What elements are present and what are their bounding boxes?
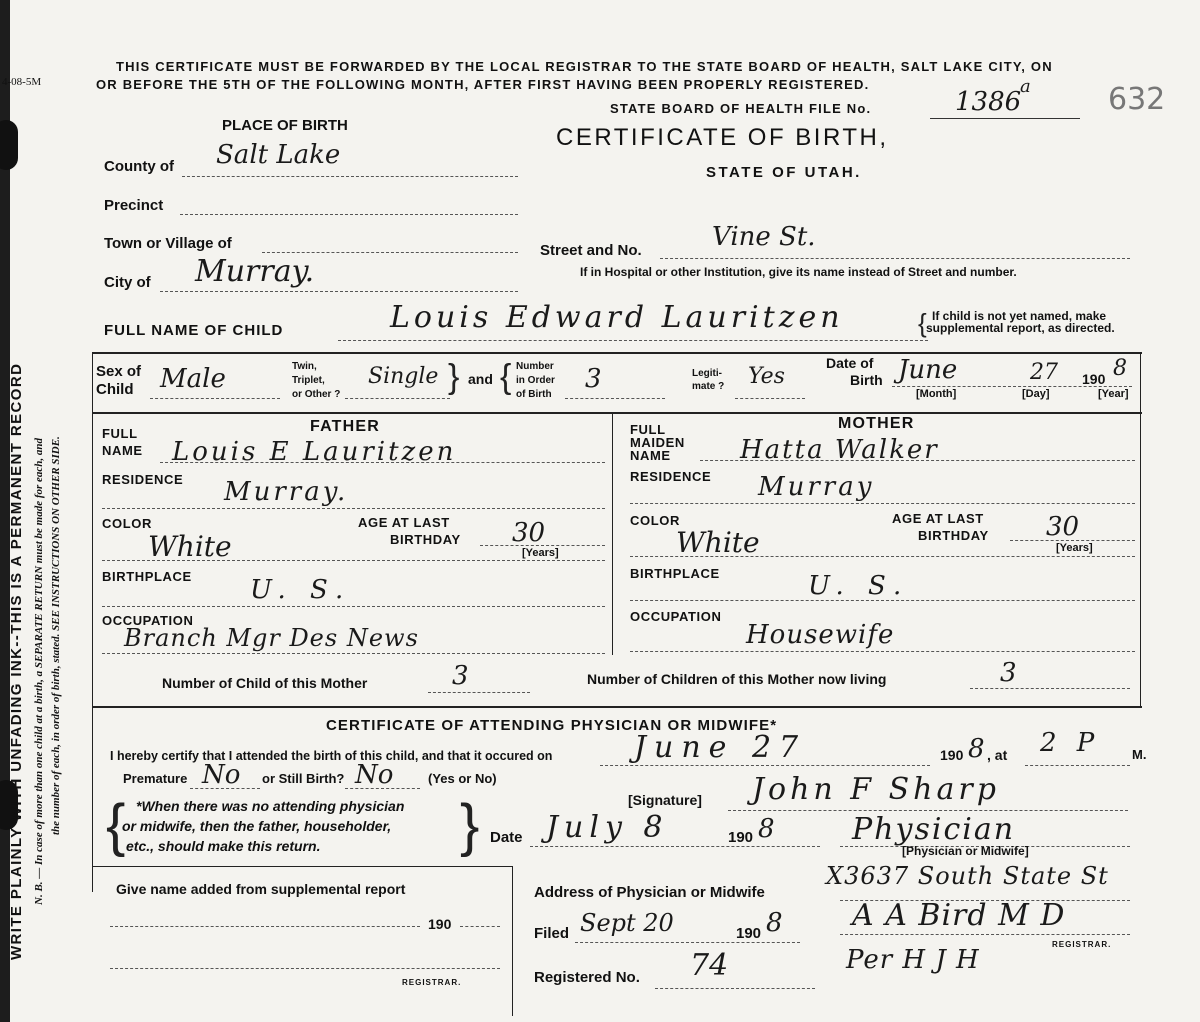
father-name-label-1: FULL [102,426,138,441]
side-note-2: the number of each, in order of birth, stated. SEE INSTRUCTIONS ON OTHER SIDE. [50,436,62,835]
father-name-value: Louis E Lauritzen [172,437,457,467]
side-instruction-main: WRITE PLAINLY WITH UNFADING INK--THIS IS A PERMANENT RECORD [8,362,25,960]
sex-row-bottom-line [92,412,1142,414]
registered-value: 74 [690,948,729,983]
order-label-3: of Birth [516,389,552,400]
living-line [970,688,1130,689]
unnamed-note-1: If child is not yet named, make [932,309,1107,323]
legit-value: Yes [748,364,785,389]
filed-year-suffix: 8 [766,908,783,938]
signature-value: John F Sharp [752,772,1000,807]
physician-heading: CERTIFICATE OF ATTENDING PHYSICIAN OR MIDWIFE* [326,717,778,734]
street-line [660,258,1130,259]
physician-note-1: *When there was no attending physician [136,798,405,814]
sex-label-1: Sex of [96,363,142,380]
premature-value: No [202,760,241,790]
box-left-line [92,352,93,892]
date-label-1: Date of [826,355,874,371]
father-occupation-label: OCCUPATION [102,613,194,628]
mother-years-label: [Years] [1056,542,1093,554]
city-value: Murray. [195,254,315,289]
father-color-line [102,560,605,561]
registered-line [655,988,815,989]
legit-label-2: mate ? [692,381,725,392]
mother-occupation-label: OCCUPATION [630,609,722,624]
order-label-2: in Order [516,375,555,386]
note-brace-right: } [460,793,480,858]
legit-label-1: Legiti- [692,368,722,379]
mother-birthplace-label: BIRTHPLACE [630,566,720,581]
supplemental-year: 190 [428,916,452,932]
day-label: [Day] [1022,388,1050,400]
father-occupation-line [102,653,605,654]
stillbirth-label: or Still Birth? [262,771,345,786]
note-brace-left: { [106,793,126,858]
box-right-line [1140,352,1141,706]
county-line [182,176,518,177]
father-occupation-value: Branch Mgr Des News [124,624,419,652]
mother-residence-value: Murray [758,472,875,502]
birth-month-value: June [898,355,958,385]
living-value: 3 [1000,658,1017,688]
at-label: , at [987,747,1008,763]
twin-value: Single [368,364,439,389]
supplemental-label: Give name added from supplemental report [116,881,406,897]
mother-color-label: COLOR [630,513,680,528]
date-label: Date [490,829,523,846]
city-label: City of [104,274,151,291]
father-birthplace-label: BIRTHPLACE [102,569,192,584]
and-label: and [468,371,493,387]
registrar-line [840,934,1130,935]
date-value: July 8 [546,810,669,845]
punch-hole [0,120,18,170]
child-no-value: 3 [452,661,469,691]
father-age-label-2: BIRTHDAY [390,532,461,547]
mother-age-value: 30 [1046,512,1080,542]
file-no-label: STATE BOARD OF HEALTH FILE No. [610,101,872,116]
street-label: Street and No. [540,242,642,259]
sex-line [150,398,280,399]
child-name-line [338,340,928,341]
father-age-value: 30 [512,518,546,548]
m-label: M. [1132,747,1147,762]
birth-date-line [892,386,1132,387]
father-birthplace-value: U. S. [250,575,352,605]
twin-label-1: Twin, [292,361,317,372]
certify-date-line [600,765,930,766]
twin-brace: } [448,358,460,396]
order-value: 3 [585,364,602,394]
parents-bottom-line [92,706,1142,708]
physician-note-3: etc., should make this return. [126,838,321,854]
city-line [160,291,518,292]
signature-line [728,810,1128,811]
mother-color-value: White [676,526,760,559]
registrar-label-right: REGISTRAR. [1052,940,1112,949]
deputy-signature: Per H J H [846,945,980,975]
registrar-signature: A A Bird M D [852,898,1066,933]
date-label-2: Birth [850,372,883,388]
registered-label: Registered No. [534,969,640,986]
certify-text: I hereby certify that I attended the birth of this child, and that it occured on [110,749,553,763]
stillbirth-value: No [355,760,394,790]
father-years-label: [Years] [522,547,559,559]
town-label: Town or Village of [104,235,232,252]
header-line-2: OR BEFORE THE 5TH OF THE FOLLOWING MONTH, AFTER FIRST HAVING BEEN PROPERLY REGISTERED. [96,77,870,92]
mother-name-line [700,460,1135,461]
filed-label: Filed [534,925,570,942]
birth-year-prefix: 190 [1082,371,1106,387]
mother-residence-line [630,503,1135,504]
supplemental-year-line [460,926,500,927]
file-no-underline [930,118,1080,119]
twin-line [345,398,450,399]
signature-label: [Signature] [628,792,702,808]
mother-residence-label: RESIDENCE [630,469,712,484]
unnamed-note-2: supplemental report, as directed. [926,321,1115,335]
hospital-note: If in Hospital or other Institution, give its name instead of Street and number. [580,265,1017,279]
premature-label: Premature [123,771,188,786]
father-name-label-2: NAME [102,443,143,458]
mother-occupation-value: Housewife [746,620,895,650]
father-age-label-1: AGE AT LAST [358,515,450,530]
filed-value: Sept 20 [580,909,674,937]
title-label: [Physician or Midwife] [902,844,1029,858]
corner-code: 4-08-5M [2,76,42,88]
sex-value: Male [160,364,226,394]
father-age-line [480,545,605,546]
place-heading: PLACE OF BIRTH [222,117,348,134]
order-label-1: Number [516,361,554,372]
living-label: Number of Children of this Mother now living [587,671,887,687]
twin-label-3: or Other ? [292,389,341,400]
stamp-number: 632 [1108,82,1166,117]
birth-day-value: 27 [1030,360,1058,385]
address-value: X3637 South State St [826,862,1109,890]
footer-divider [512,866,513,1016]
physician-note-2: or midwife, then the father, householder, [122,818,392,834]
child-no-line [428,692,530,693]
twin-label-2: Triplet, [292,375,325,386]
file-no-value: 1386 [955,87,1022,117]
parent-divider [612,412,613,655]
year-label: [Year] [1098,388,1129,400]
side-note-1: N. B. — In case of more than one child at a birth, a SEPARATE RETURN must be made for each, and [33,437,45,905]
order-brace: { [500,358,512,396]
box-top-line [92,352,1142,354]
mother-occupation-line [630,651,1135,652]
mother-name-label-1: FULL [630,422,666,437]
physician-birth-date: June 27 [634,730,807,765]
filed-year-prefix: 190 [736,925,762,942]
child-name-label: FULL NAME OF CHILD [104,322,284,339]
stillbirth-line [345,788,420,789]
father-residence-line [102,508,605,509]
child-name-value: Louis Edward Lauritzen [390,300,844,335]
mother-age-label-2: BIRTHDAY [918,528,989,543]
child-no-label: Number of Child of this Mother [162,675,368,691]
month-label: [Month] [916,388,957,400]
mother-age-label-1: AGE AT LAST [892,511,984,526]
father-name-line [160,462,605,463]
order-line [565,398,665,399]
town-line [262,252,518,253]
father-residence-label: RESIDENCE [102,472,184,487]
father-heading: FATHER [310,418,381,435]
physician-year-prefix: 190 [940,747,964,763]
street-value: Vine St. [712,222,816,252]
birth-year-suffix: 8 [1113,356,1127,381]
date-year-prefix: 190 [728,829,754,846]
mother-heading: MOTHER [838,415,915,432]
sex-label-2: Child [96,381,134,398]
unnamed-brace: { [918,308,927,338]
header-line-1: THIS CERTIFICATE MUST BE FORWARDED BY THE LOCAL REGISTRAR TO THE STATE BOARD OF HEALTH, SALT LAKE CITY, ON [116,59,1053,74]
registrar-label-left: REGISTRAR. [402,978,462,987]
mother-birthplace-value: U. S. [808,571,910,601]
mother-color-line [630,556,1135,557]
legit-line [735,398,805,399]
certificate-title: CERTIFICATE OF BIRTH, [556,124,889,151]
mother-birthplace-line [630,600,1135,601]
county-label: County of [104,158,174,175]
time-value: 2 P [1040,728,1101,758]
mother-name-label-3: NAME [630,448,671,463]
precinct-line [180,214,518,215]
supplemental-line-1 [110,926,420,927]
father-birthplace-line [102,606,605,607]
mother-name-value: Hatta Walker [740,435,939,465]
father-residence-value: Murray. [224,477,349,507]
file-no-suffix: a [1020,76,1031,97]
supplemental-line-2 [110,968,500,969]
mother-name-label-2: MAIDEN [630,435,685,450]
father-color-value: White [148,530,232,563]
date-line [530,846,820,847]
county-value: Salt Lake [216,140,341,170]
physician-year-suffix: 8 [968,734,985,764]
time-line [1025,765,1130,766]
mother-age-line [1010,540,1135,541]
father-color-label: COLOR [102,516,152,531]
state-title: STATE OF UTAH. [706,164,862,181]
yesno-label: (Yes or No) [428,771,497,786]
physician-title-value: Physician [852,812,1016,847]
address-label: Address of Physician or Midwife [534,884,765,901]
footer-top-line [92,866,512,867]
premature-line [190,788,260,789]
date-year-suffix: 8 [758,814,775,844]
filed-line [575,942,800,943]
precinct-label: Precinct [104,197,164,214]
